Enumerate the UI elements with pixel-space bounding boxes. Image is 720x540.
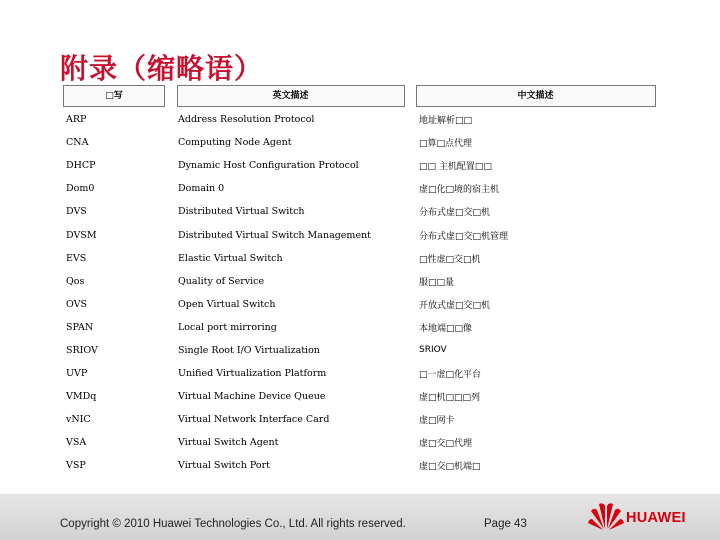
abbreviation-cell: CNA (66, 137, 89, 149)
table-row (58, 293, 660, 316)
abbreviation-cell: UVP (66, 368, 88, 380)
english-description-cell: Virtual Switch Port (178, 460, 270, 472)
english-description-cell: Domain 0 (178, 183, 225, 195)
abbreviation-table (58, 84, 660, 478)
header-abbreviation (58, 84, 170, 108)
abbreviation-cell: VSP (66, 460, 86, 472)
huawei-logo (588, 501, 712, 535)
page-title: 附录（缩略语） (60, 52, 264, 85)
abbreviation-cell: vNIC (66, 414, 91, 426)
abbreviation-cell: VSA (66, 437, 87, 449)
english-description-cell: Open Virtual Switch (178, 298, 276, 310)
abbreviation-cell: DHCP (66, 160, 96, 172)
abbreviation-cell: Dom0 (66, 183, 95, 195)
abbreviation-cell: DVSM (66, 229, 97, 241)
table-row (58, 339, 660, 362)
english-description-cell: Virtual Machine Device Queue (178, 391, 326, 403)
abbreviation-cell: SRIOV (66, 344, 98, 356)
english-description-cell: Elastic Virtual Switch (178, 252, 283, 264)
english-description-cell: Virtual Network Interface Card (178, 414, 330, 426)
english-description-cell: Virtual Switch Agent (178, 437, 279, 449)
chinese-description-cell: □一虚□化平台 (419, 370, 482, 381)
table-row (58, 316, 660, 339)
chinese-description-cell: SRIOV (419, 345, 447, 356)
header-label: 英文描述 (177, 85, 405, 107)
huawei-flower-icon (588, 501, 624, 533)
abbreviation-cell: VMDq (66, 391, 97, 403)
table-row (58, 247, 660, 270)
abbreviation-cell: EVS (66, 252, 87, 264)
chinese-description-cell: 虚□机□□□列 (419, 393, 481, 404)
table-row (58, 431, 660, 454)
table-row (58, 270, 660, 293)
abbreviation-cell: Qos (66, 275, 85, 287)
table-row (58, 454, 660, 477)
table-row (58, 154, 660, 177)
page-number: Page 43 (484, 518, 527, 530)
chinese-description-cell: 分布式虚□交□机管理 (419, 231, 509, 242)
chinese-description-cell: □性虚□交□机 (419, 254, 481, 265)
copyright-text: Copyright © 2010 Huawei Technologies Co., Ltd. All rights reserved. (60, 518, 406, 530)
english-description-cell: Unified Virtualization Platform (178, 368, 327, 380)
header-chinese (411, 84, 660, 108)
english-description-cell: Quality of Service (178, 275, 265, 287)
table-row (58, 408, 660, 431)
abbreviation-cell: OVS (66, 298, 87, 310)
english-description-cell: Single Root I/O Virtualization (178, 344, 320, 356)
table-row (58, 200, 660, 223)
table-header-row (58, 84, 660, 108)
english-description-cell: Distributed Virtual Switch Management (178, 229, 371, 241)
english-description-cell: Dynamic Host Configuration Protocol (178, 160, 359, 172)
english-description-cell: Address Resolution Protocol (178, 114, 315, 126)
abbreviation-cell: SPAN (66, 321, 94, 333)
chinese-description-cell: 虚□交□代理 (419, 439, 473, 450)
chinese-description-cell: 虚□交□机端□ (419, 462, 481, 473)
chinese-description-cell: 分布式虚□交□机 (419, 208, 491, 219)
chinese-description-cell: 开放式虚□交□机 (419, 300, 491, 311)
chinese-description-cell: 地址解析□□ (419, 116, 473, 127)
chinese-description-cell: 虚□网卡 (419, 416, 455, 427)
english-description-cell: Local port mirroring (178, 321, 277, 333)
table-row (58, 223, 660, 246)
table-row (58, 108, 660, 131)
chinese-description-cell: □□ 主机配置□□ (419, 162, 492, 173)
english-description-cell: Computing Node Agent (178, 137, 292, 149)
abbreviation-cell: ARP (66, 114, 87, 126)
table-row (58, 362, 660, 385)
header-label: 中文描述 (416, 85, 656, 107)
table-row (58, 131, 660, 154)
english-description-cell: Distributed Virtual Switch (178, 206, 305, 218)
chinese-description-cell: 服□□量 (419, 277, 455, 288)
table-row (58, 385, 660, 408)
chinese-description-cell: □算□点代理 (419, 139, 473, 150)
table-row (58, 177, 660, 200)
abbreviation-cell: DVS (66, 206, 87, 218)
chinese-description-cell: 本地端□□像 (419, 323, 473, 334)
chinese-description-cell: 虚□化□境的宿主机 (419, 185, 500, 196)
header-label: □写 (63, 85, 165, 107)
logo-text: HUAWEI (626, 510, 686, 526)
header-english (170, 84, 411, 108)
